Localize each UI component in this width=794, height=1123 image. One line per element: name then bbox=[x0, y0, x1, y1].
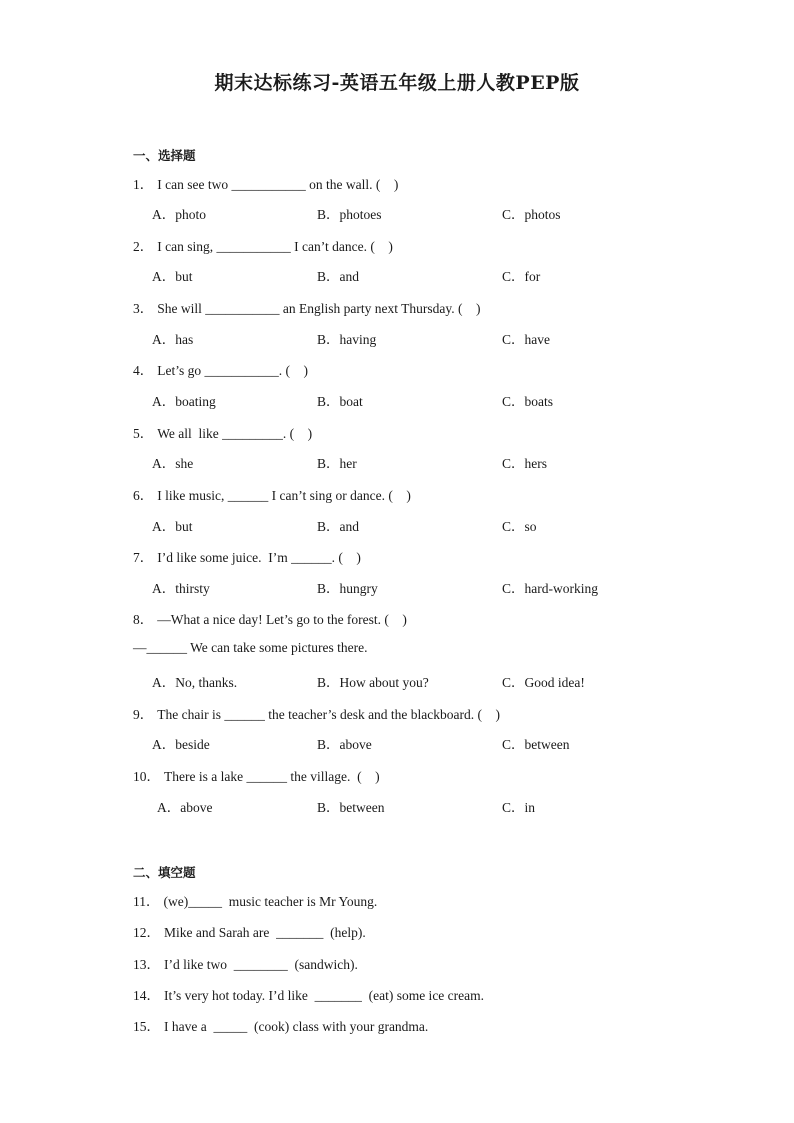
question-text: We all like bbox=[157, 426, 223, 441]
answer-option[interactable]: A．above bbox=[157, 800, 213, 815]
page-title: 期末达标练习-英语五年级上册人教PEP版 bbox=[214, 72, 580, 94]
choice-question bbox=[133, 484, 411, 504]
answer-option[interactable]: A．photo bbox=[152, 207, 206, 222]
choice-question bbox=[133, 640, 367, 656]
question-text-end: the teacher’s desk and the blackboard. ( ) bbox=[264, 707, 501, 722]
question-text-end: . ( ) bbox=[331, 550, 361, 565]
answer-option[interactable]: B．and bbox=[317, 269, 359, 284]
question-text: I’d like some juice. I’m bbox=[157, 550, 292, 565]
question-text-end: . ( ) bbox=[278, 363, 308, 378]
question-text-end: the village. ( ) bbox=[286, 769, 380, 784]
question-number: 13． bbox=[133, 957, 160, 972]
fill-question bbox=[133, 953, 358, 973]
question-number: 6． bbox=[133, 488, 154, 503]
answer-option[interactable]: A．she bbox=[152, 456, 194, 471]
answer-blank[interactable]: ___________ bbox=[204, 363, 279, 378]
fill-question bbox=[133, 890, 377, 910]
answer-option[interactable]: A．but bbox=[152, 269, 193, 284]
choice-question bbox=[133, 422, 312, 442]
question-text-end: . ( ) bbox=[282, 426, 313, 441]
choice-question bbox=[133, 703, 500, 723]
answer-option[interactable]: B．and bbox=[317, 519, 359, 534]
answer-option[interactable]: B．her bbox=[317, 456, 357, 471]
answer-option[interactable]: B．having bbox=[317, 332, 377, 347]
question-text: Let’s go bbox=[157, 363, 205, 378]
answer-blank[interactable]: ______ bbox=[224, 707, 265, 722]
question-number: 3． bbox=[133, 301, 154, 316]
answer-blank[interactable]: ___________ bbox=[205, 301, 280, 316]
fill-question bbox=[133, 1015, 428, 1035]
answer-option[interactable]: C．hard-working bbox=[502, 581, 598, 596]
answer-option[interactable]: B．above bbox=[317, 737, 372, 752]
answer-option[interactable]: A．No, thanks. bbox=[152, 675, 238, 690]
answer-option[interactable]: A．but bbox=[152, 519, 193, 534]
question-text: Mike and Sarah are _______ (help). bbox=[164, 925, 366, 940]
question-text-end: on the wall. ( ) bbox=[305, 177, 399, 192]
question-number: 8． bbox=[133, 612, 154, 627]
choice-question bbox=[133, 546, 361, 566]
question-text: —What a nice day! Let’s go to the forest. ( ) bbox=[157, 612, 407, 627]
question-number: 9． bbox=[133, 707, 154, 722]
answer-option[interactable]: B．photoes bbox=[317, 207, 382, 222]
section-heading-choice: 一、选择题 bbox=[133, 148, 196, 163]
choice-question bbox=[133, 297, 480, 317]
question-text: — bbox=[133, 640, 147, 655]
choice-question bbox=[133, 173, 398, 193]
question-text-end: I can’t dance. ( ) bbox=[290, 239, 393, 254]
answer-option[interactable]: A．beside bbox=[152, 737, 210, 752]
question-text: The chair is bbox=[157, 707, 225, 722]
question-text: I can sing, bbox=[157, 239, 217, 254]
question-text: It’s very hot today. I’d like _______ (eat) some ice cream. bbox=[164, 988, 485, 1003]
answer-blank[interactable]: ___________ bbox=[231, 177, 306, 192]
answer-option[interactable]: A．thirsty bbox=[152, 581, 210, 596]
question-text-end: an English party next Thursday. ( ) bbox=[279, 301, 481, 316]
choice-question bbox=[133, 608, 407, 628]
answer-blank[interactable]: ______ bbox=[291, 550, 332, 565]
answer-option[interactable]: B．boat bbox=[317, 394, 363, 409]
question-number: 10． bbox=[133, 769, 160, 784]
choice-question bbox=[133, 765, 380, 785]
answer-blank[interactable]: ___________ bbox=[216, 239, 291, 254]
answer-option[interactable]: C．Good idea! bbox=[502, 675, 585, 690]
answer-option[interactable]: C．have bbox=[502, 332, 550, 347]
fill-question bbox=[133, 921, 366, 941]
question-text: There is a lake bbox=[164, 769, 247, 784]
fill-question bbox=[133, 984, 484, 1004]
answer-option[interactable]: A．boating bbox=[152, 394, 216, 409]
question-number: 14． bbox=[133, 988, 160, 1003]
answer-option[interactable]: B．How about you? bbox=[317, 675, 429, 690]
question-number: 1． bbox=[133, 177, 154, 192]
answer-option[interactable]: C．boats bbox=[502, 394, 554, 409]
question-number: 11． bbox=[133, 894, 160, 909]
answer-option[interactable]: C．between bbox=[502, 737, 570, 752]
question-number: 4． bbox=[133, 363, 154, 378]
answer-option[interactable]: C．in bbox=[502, 800, 536, 815]
answer-option[interactable]: C．photos bbox=[502, 207, 561, 222]
choice-question bbox=[133, 359, 308, 379]
question-text: I like music, bbox=[157, 488, 228, 503]
question-text: She will bbox=[157, 301, 206, 316]
choice-question bbox=[133, 235, 393, 255]
question-text: I’d like two ________ (sandwich). bbox=[164, 957, 358, 972]
question-text: I can see two bbox=[157, 177, 232, 192]
section-heading-fill: 二、填空题 bbox=[133, 865, 196, 880]
answer-option[interactable]: C．so bbox=[502, 519, 537, 534]
answer-blank[interactable]: ______ bbox=[227, 488, 269, 503]
question-number: 7． bbox=[133, 550, 154, 565]
question-number: 2． bbox=[133, 239, 154, 254]
question-text: (we)_____ music teacher is Mr Young. bbox=[163, 894, 378, 909]
answer-option[interactable]: B．between bbox=[317, 800, 385, 815]
question-number: 5． bbox=[133, 426, 154, 441]
question-text: I have a _____ (cook) class with your grandma. bbox=[164, 1019, 429, 1034]
question-text-end: We can take some pictures there. bbox=[187, 640, 368, 655]
answer-blank[interactable]: _________ bbox=[222, 426, 283, 441]
answer-option[interactable]: B．hungry bbox=[317, 581, 378, 596]
question-text-end: I can’t sing or dance. ( ) bbox=[268, 488, 411, 503]
answer-option[interactable]: C．for bbox=[502, 269, 541, 284]
answer-blank[interactable]: ______ bbox=[146, 640, 187, 655]
answer-option[interactable]: C．hers bbox=[502, 456, 547, 471]
answer-blank[interactable]: ______ bbox=[246, 769, 287, 784]
question-number: 15． bbox=[133, 1019, 160, 1034]
question-number: 12． bbox=[133, 925, 160, 940]
answer-option[interactable]: A．has bbox=[152, 332, 194, 347]
